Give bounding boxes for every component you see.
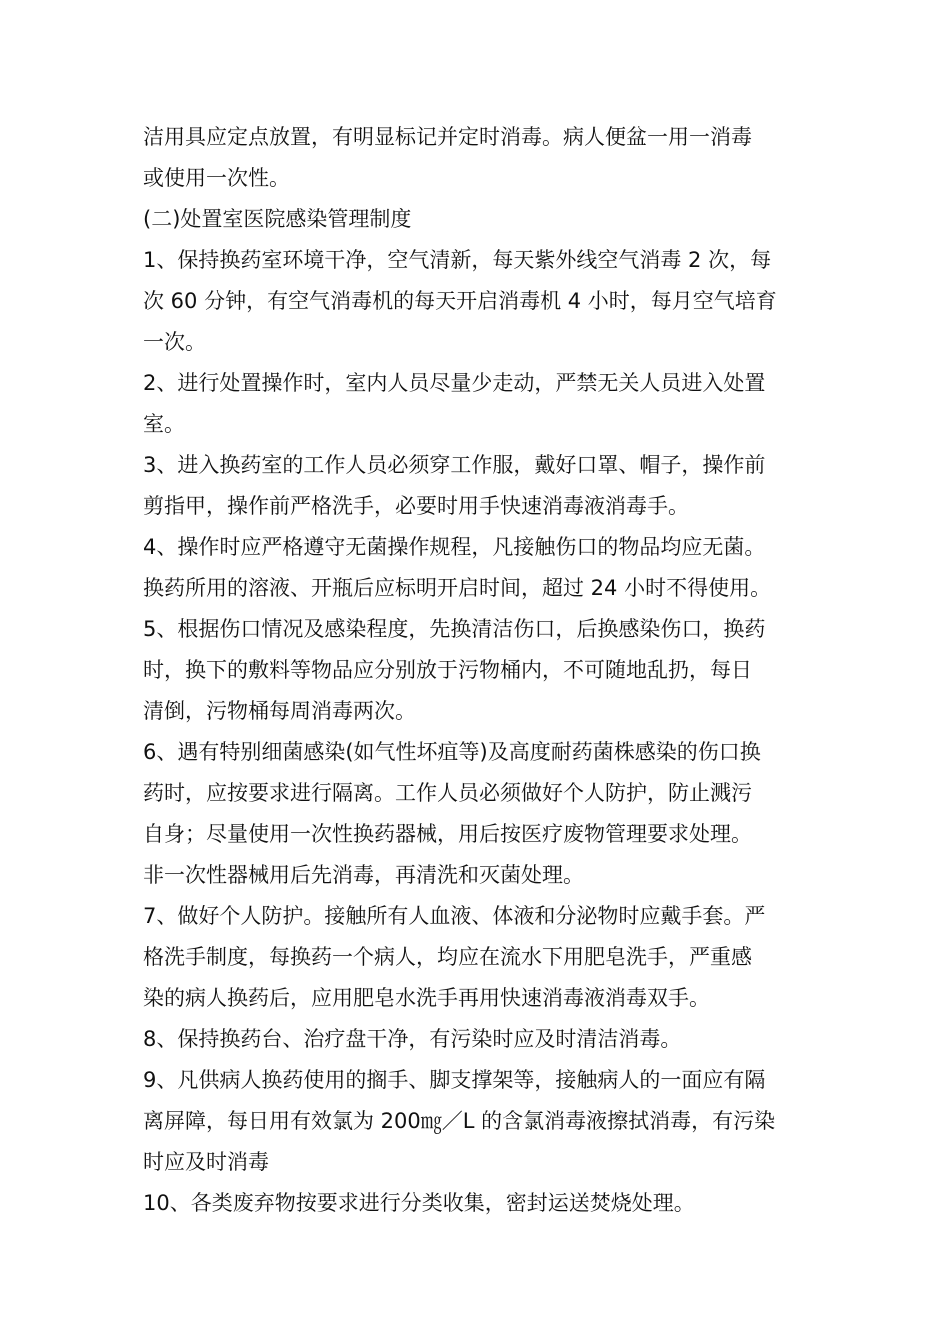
text-line: 次 60 分钟，有空气消毒机的每天开启消毒机 4 小时，每月空气培育 [143, 289, 777, 313]
text-line: 清倒，污物桶每周消毒两次。 [143, 699, 416, 723]
text-line: 7、做好个人防护。接触所有人血液、体液和分泌物时应戴手套。严 [143, 904, 766, 928]
text-line: 2、进行处置操作时，室内人员尽量少走动，严禁无关人员进入处置 [143, 371, 766, 395]
text-line: 换药所用的溶液、开瓶后应标明开启时间，超过 24 小时不得使用。 [143, 576, 772, 600]
text-line: 一次。 [143, 330, 206, 354]
text-line: 时应及时消毒 [143, 1150, 269, 1174]
text-line: 非一次性器械用后先消毒，再清洗和灭菌处理。 [143, 863, 584, 887]
text-line: 室。 [143, 412, 185, 436]
text-line: 自身；尽量使用一次性换药器械，用后按医疗废物管理要求处理。 [143, 822, 752, 846]
text-line: 6、遇有特别细菌感染(如气性坏疽等)及高度耐药菌株感染的伤口换 [143, 740, 761, 764]
text-line: 药时，应按要求进行隔离。工作人员必须做好个人防护，防止溅污 [143, 781, 752, 805]
text-line: 染的病人换药后，应用肥皂水洗手再用快速消毒液消毒双手。 [143, 986, 710, 1010]
text-line: 9、凡供病人换药使用的搁手、脚支撑架等，接触病人的一面应有隔 [143, 1068, 766, 1092]
text-line: 8、保持换药台、治疗盘干净，有污染时应及时清洁消毒。 [143, 1027, 682, 1051]
text-line: 5、根据伤口情况及感染程度，先换清洁伤口，后换感染伤口，换药 [143, 617, 766, 641]
document-body [143, 117, 815, 1224]
text-line: 3、进入换药室的工作人员必须穿工作服，戴好口罩、帽子，操作前 [143, 453, 766, 477]
text-line: 格洗手制度，每换药一个病人，均应在流水下用肥皂洗手，严重感 [143, 945, 752, 969]
text-line: 4、操作时应严格遵守无菌操作规程，凡接触伤口的物品均应无菌。 [143, 535, 766, 559]
text-line: 离屏障，每日用有效氯为 200㎎／L 的含氯消毒液擦拭消毒，有污染 [143, 1109, 776, 1133]
text-line: 或使用一次性。 [143, 166, 290, 190]
section-heading: (二)处置室医院感染管理制度 [143, 207, 412, 231]
text-line: 10、各类废弃物按要求进行分类收集，密封运送焚烧处理。 [143, 1191, 695, 1215]
text-line: 剪指甲，操作前严格洗手，必要时用手快速消毒液消毒手。 [143, 494, 689, 518]
text-line: 时，换下的敷料等物品应分别放于污物桶内，不可随地乱扔，每日 [143, 658, 752, 682]
text-line: 1、保持换药室环境干净，空气清新，每天紫外线空气消毒 2 次，每 [143, 248, 772, 272]
text-line: 洁用具应定点放置，有明显标记并定时消毒。病人便盆一用一消毒 [143, 125, 752, 149]
